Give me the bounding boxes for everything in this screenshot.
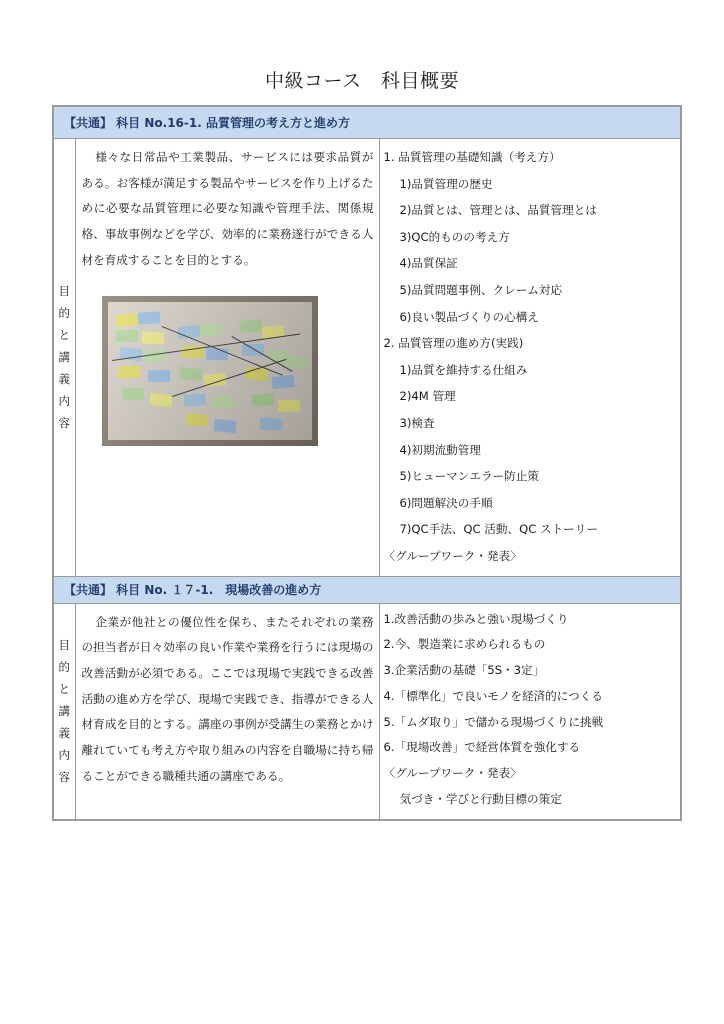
page-title: 中級コース 科目概要: [264, 70, 460, 92]
course2-item: 5.「ムダ取り」で儲かる現場づくりに挑戦: [383, 714, 604, 729]
course2-header: 【共通】 科目 No. １７-1. 現場改善の進め方: [53, 576, 681, 603]
course1-side-label: [53, 139, 75, 577]
side-char: 的: [58, 306, 70, 321]
side-char: 義: [58, 726, 70, 741]
course1-items-cell: [379, 139, 681, 577]
course1-body-row: [53, 139, 681, 577]
course2-item: 〈グループワーク・発表〉: [383, 766, 522, 781]
course1-item: 3)検査: [399, 415, 435, 430]
course1-item: 2. 品質管理の進め方(実践): [383, 336, 524, 351]
side-char: 内: [58, 394, 70, 409]
course-outline-table: [52, 105, 682, 821]
course2-item: 4.「標準化」で良いモノを経済的につくる: [383, 688, 603, 703]
course1-item: 2)4M 管理: [399, 389, 456, 404]
course1-item: 4)初期流動管理: [399, 442, 481, 457]
course1-description: 様々な日常品や工業製品、サービスには要求品質がある。お客様が満足する製品やサービスを作り上げるために必要な品質管理に必要な知識や管理手法、関係規格、事故事例などを学び、効率的に業務遂行ができる人材を育成することを目的とする。: [81, 150, 374, 267]
course2-body-row: [53, 603, 681, 820]
side-char: 容: [58, 416, 70, 431]
course1-item: 3)QC的ものの考え方: [399, 229, 510, 244]
side-char: 講: [58, 350, 70, 365]
course1-item: 1)品質を維持する仕組み: [399, 362, 528, 377]
side-char: 講: [58, 704, 70, 719]
course2-header-row: [53, 576, 681, 603]
group-work-photo: [102, 296, 318, 446]
course2-side-label: [53, 603, 75, 820]
course2-items: [384, 607, 677, 813]
course2-item: 3.企業活動の基礎「5S・3定」: [383, 663, 545, 678]
side-char: 内: [58, 748, 70, 763]
course1-item: 6)問題解決の手順: [399, 495, 493, 510]
course1-item: 〈グループワーク・発表〉: [383, 548, 522, 563]
course1-header: 【共通】 科目 No.16-1. 品質管理の考え方と進め方: [53, 106, 681, 139]
course2-item: 6.「現場改善」で経営体質を強化する: [383, 740, 581, 755]
side-char: と: [58, 328, 70, 343]
side-char: 目: [58, 638, 70, 653]
course1-header-row: [53, 106, 681, 139]
side-char: 義: [58, 372, 70, 387]
course1-item: 6)良い製品づくりの心構え: [399, 309, 539, 324]
course2-items-cell: [379, 603, 681, 820]
side-char: 的: [58, 660, 70, 675]
course2-description: 企業が他社との優位性を保ち、またそれぞれの業務の担当者が日々効率の良い作業や業務を行うには現場の改善活動が必須である。ここでは現場で実践できる改善活動の進め方を学び、現場で実践でき、指導ができる人材育成を目的とする。講座の事例が受講生の業務とかけ離れていても考え方や取り組みの内容を自職場に持ち帰ることができる職種共通の講座である。: [81, 614, 374, 783]
course1-item: 7)QC手法、QC 活動、QC ストーリー: [399, 522, 598, 537]
course2-item: 1.改善活動の歩みと強い現場づくり: [383, 611, 569, 626]
side-char: 目: [58, 284, 70, 299]
course2-description-cell: [75, 603, 379, 820]
photo-shade: [102, 296, 318, 446]
course2-item: 2.今、製造業に求められるもの: [383, 637, 546, 652]
course1-item: 5)品質問題事例、クレーム対応: [399, 282, 563, 297]
side-char: と: [58, 682, 70, 697]
course1-item: 4)品質保証: [399, 256, 458, 271]
course2-item: 気づき・学びと行動目標の策定: [399, 792, 562, 807]
course1-items: [384, 144, 677, 570]
course1-item: 1)品質管理の歴史: [399, 176, 493, 191]
course1-description-cell: [75, 139, 379, 577]
course1-item: 2)品質とは、管理とは、品質管理とは: [399, 203, 597, 218]
course1-item: 5)ヒューマンエラー防止策: [399, 469, 539, 484]
course1-item: 1. 品質管理の基礎知識（考え方）: [383, 150, 561, 164]
side-char: 容: [58, 770, 70, 785]
